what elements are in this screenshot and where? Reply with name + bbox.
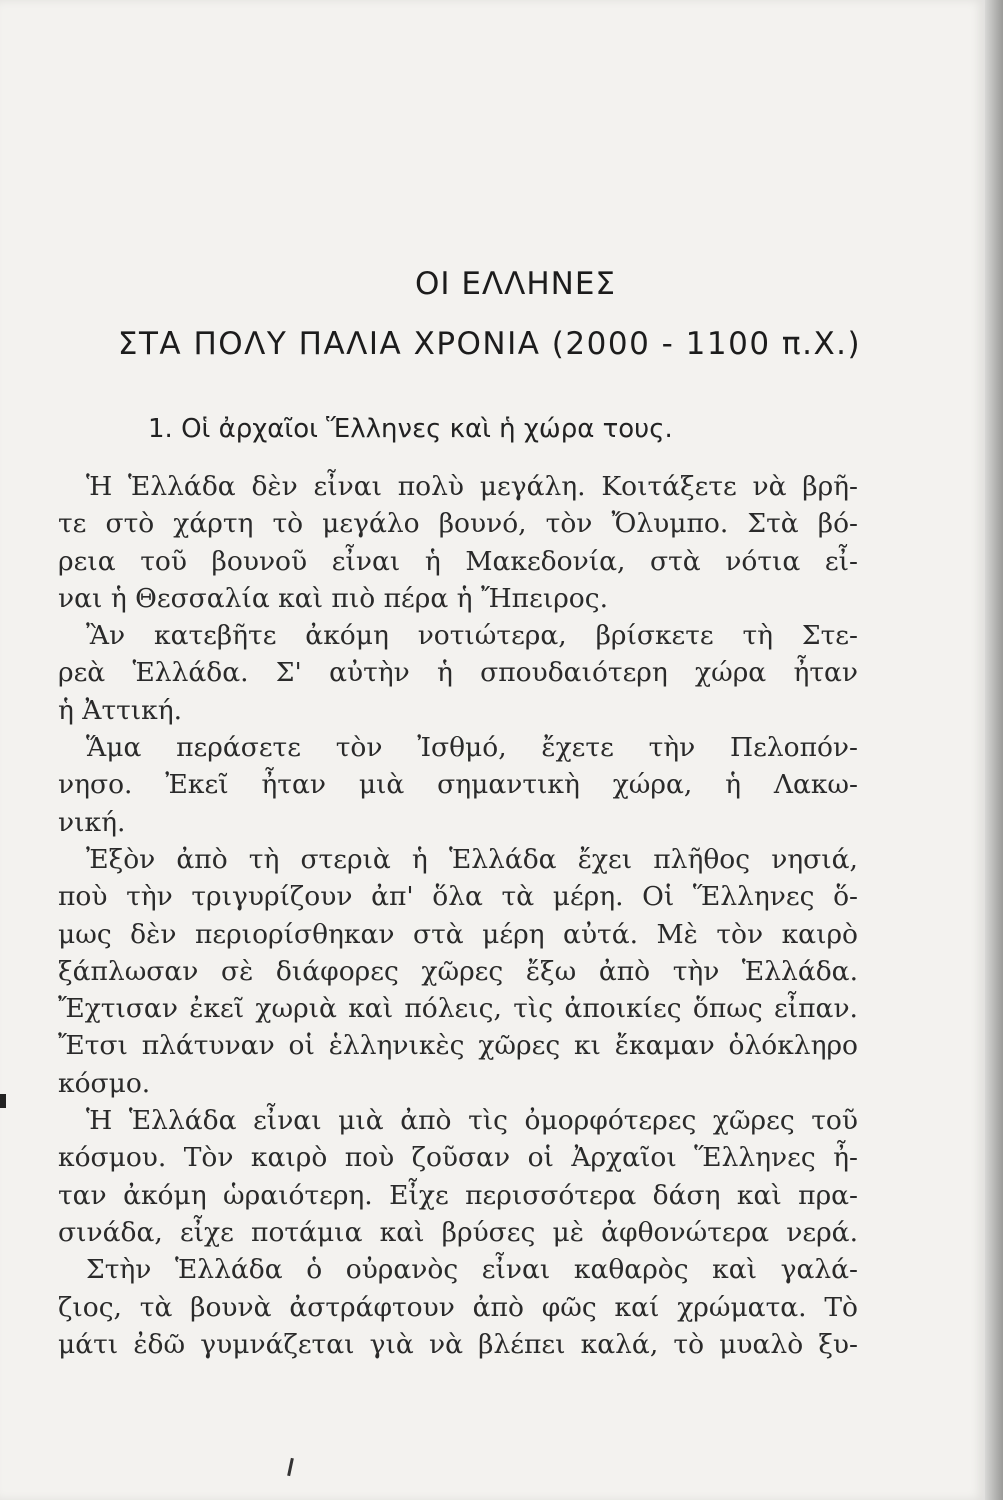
text-line: Στὴν Ἑλλάδα ὁ οὐρανὸς εἶναι καθαρὸς καὶ γαλά- xyxy=(86,1254,858,1286)
text-line: ζιος, τὰ βουνὰ ἀστράφτουν ἀπὸ φῶς καί χρώματα. Τὸ xyxy=(58,1291,858,1323)
text-line: Ἔτσι πλάτυναν οἱ ἑλληνικὲς χῶρες κι ἔκαμαν ὁλόκληρο xyxy=(58,1030,858,1062)
text-line: ρεια τοῦ βουνοῦ εἶναι ἡ Μακεδονία, στὰ νότια εἶ- xyxy=(58,545,858,577)
chapter-subtitle: ΣΤΑ ΠΟΛΥ ΠΑΛΙΑ ΧΡΟΝΙΑ (2000 - 1100 π.Χ.) xyxy=(117,326,862,362)
text-line: κόσμου. Τὸν καιρὸ ποὺ ζοῦσαν οἱ Ἀρχαῖοι Ἕλληνες ἦ- xyxy=(58,1142,858,1174)
chapter-title: ΟΙ ΕΛΛΗΝΕΣ xyxy=(414,266,617,302)
page-edge-shadow xyxy=(985,0,1003,1500)
text-line: Ἅμα περάσετε τὸν Ἰσθμό, ἔχετε τὴν Πελοπόν- xyxy=(86,732,858,764)
text-line: τε στὸ χάρτη τὸ μεγάλο βουνό, τὸν Ὄλυμπο. Στὰ βό- xyxy=(58,508,858,540)
text-line: μάτι ἐδῶ γυμνάζεται γιὰ νὰ βλέπει καλά, τὸ μυαλὸ ξυ- xyxy=(58,1328,858,1360)
text-line: Ἡ Ἑλλάδα δὲν εἶναι πολὺ μεγάλη. Κοιτάξετε νὰ βρῆ- xyxy=(86,471,858,502)
text-line: Ἡ Ἑλλάδα εἶναι μιὰ ἀπὸ τὶς ὀμορφότερες χῶρες τοῦ xyxy=(86,1105,858,1137)
text-line: σινάδα, εἶχε ποτάμια καὶ βρύσες μὲ ἀφθονώτερα νερά. xyxy=(58,1216,858,1248)
pencil-mark xyxy=(287,1458,294,1476)
text-line: ξάπλωσαν σὲ διάφορες χῶρες ἔξω ἀπὸ τὴν Ἑλλάδα. xyxy=(58,955,858,987)
text-line: Ἂν κατεβῆτε ἀκόμη νοτιώτερα, βρίσκετε τὴ Στε- xyxy=(86,620,858,652)
text-line: νησο. Ἐκεῖ ἦταν μιὰ σημαντικὴ χώρα, ἡ Λακω- xyxy=(58,769,858,801)
section-heading: 1. Οἱ ἀρχαῖοι Ἕλληνες καὶ ἡ χώρα τους. xyxy=(148,414,673,444)
text-line: ταν ἀκόμη ὡραιότερη. Εἶχε περισσότερα δάση καὶ πρα- xyxy=(58,1179,858,1211)
margin-mark xyxy=(0,1094,6,1108)
text-line: Ἐξὸν ἀπὸ τὴ στεριὰ ἡ Ἑλλάδα ἔχει πλῆθος νησιά, xyxy=(86,843,858,875)
text-line: ναι ἡ Θεσσαλία καὶ πιὸ πέρα ἡ Ἤπειρος. xyxy=(58,582,609,614)
body-text xyxy=(58,468,858,1363)
text-line: νική. xyxy=(58,806,126,838)
text-line: Ἔχτισαν ἐκεῖ χωριὰ καὶ πόλεις, τὶς ἀποικίες ὅπως εἶπαν. xyxy=(58,993,858,1025)
text-line: ρεὰ Ἑλλάδα. Σ' αὐτὴν ἡ σπουδαιότερη χώρα ἦταν xyxy=(58,657,858,689)
text-line: κόσμο. xyxy=(58,1067,151,1099)
text-line: ἡ Ἀττική. xyxy=(58,694,183,726)
text-line: ποὺ τὴν τριγυρίζουν ἀπ' ὅλα τὰ μέρη. Οἱ Ἕλληνες ὅ- xyxy=(58,881,858,913)
text-line: μως δὲν περιορίσθηκαν στὰ μέρη αὐτά. Μὲ τὸν καιρὸ xyxy=(58,918,858,950)
